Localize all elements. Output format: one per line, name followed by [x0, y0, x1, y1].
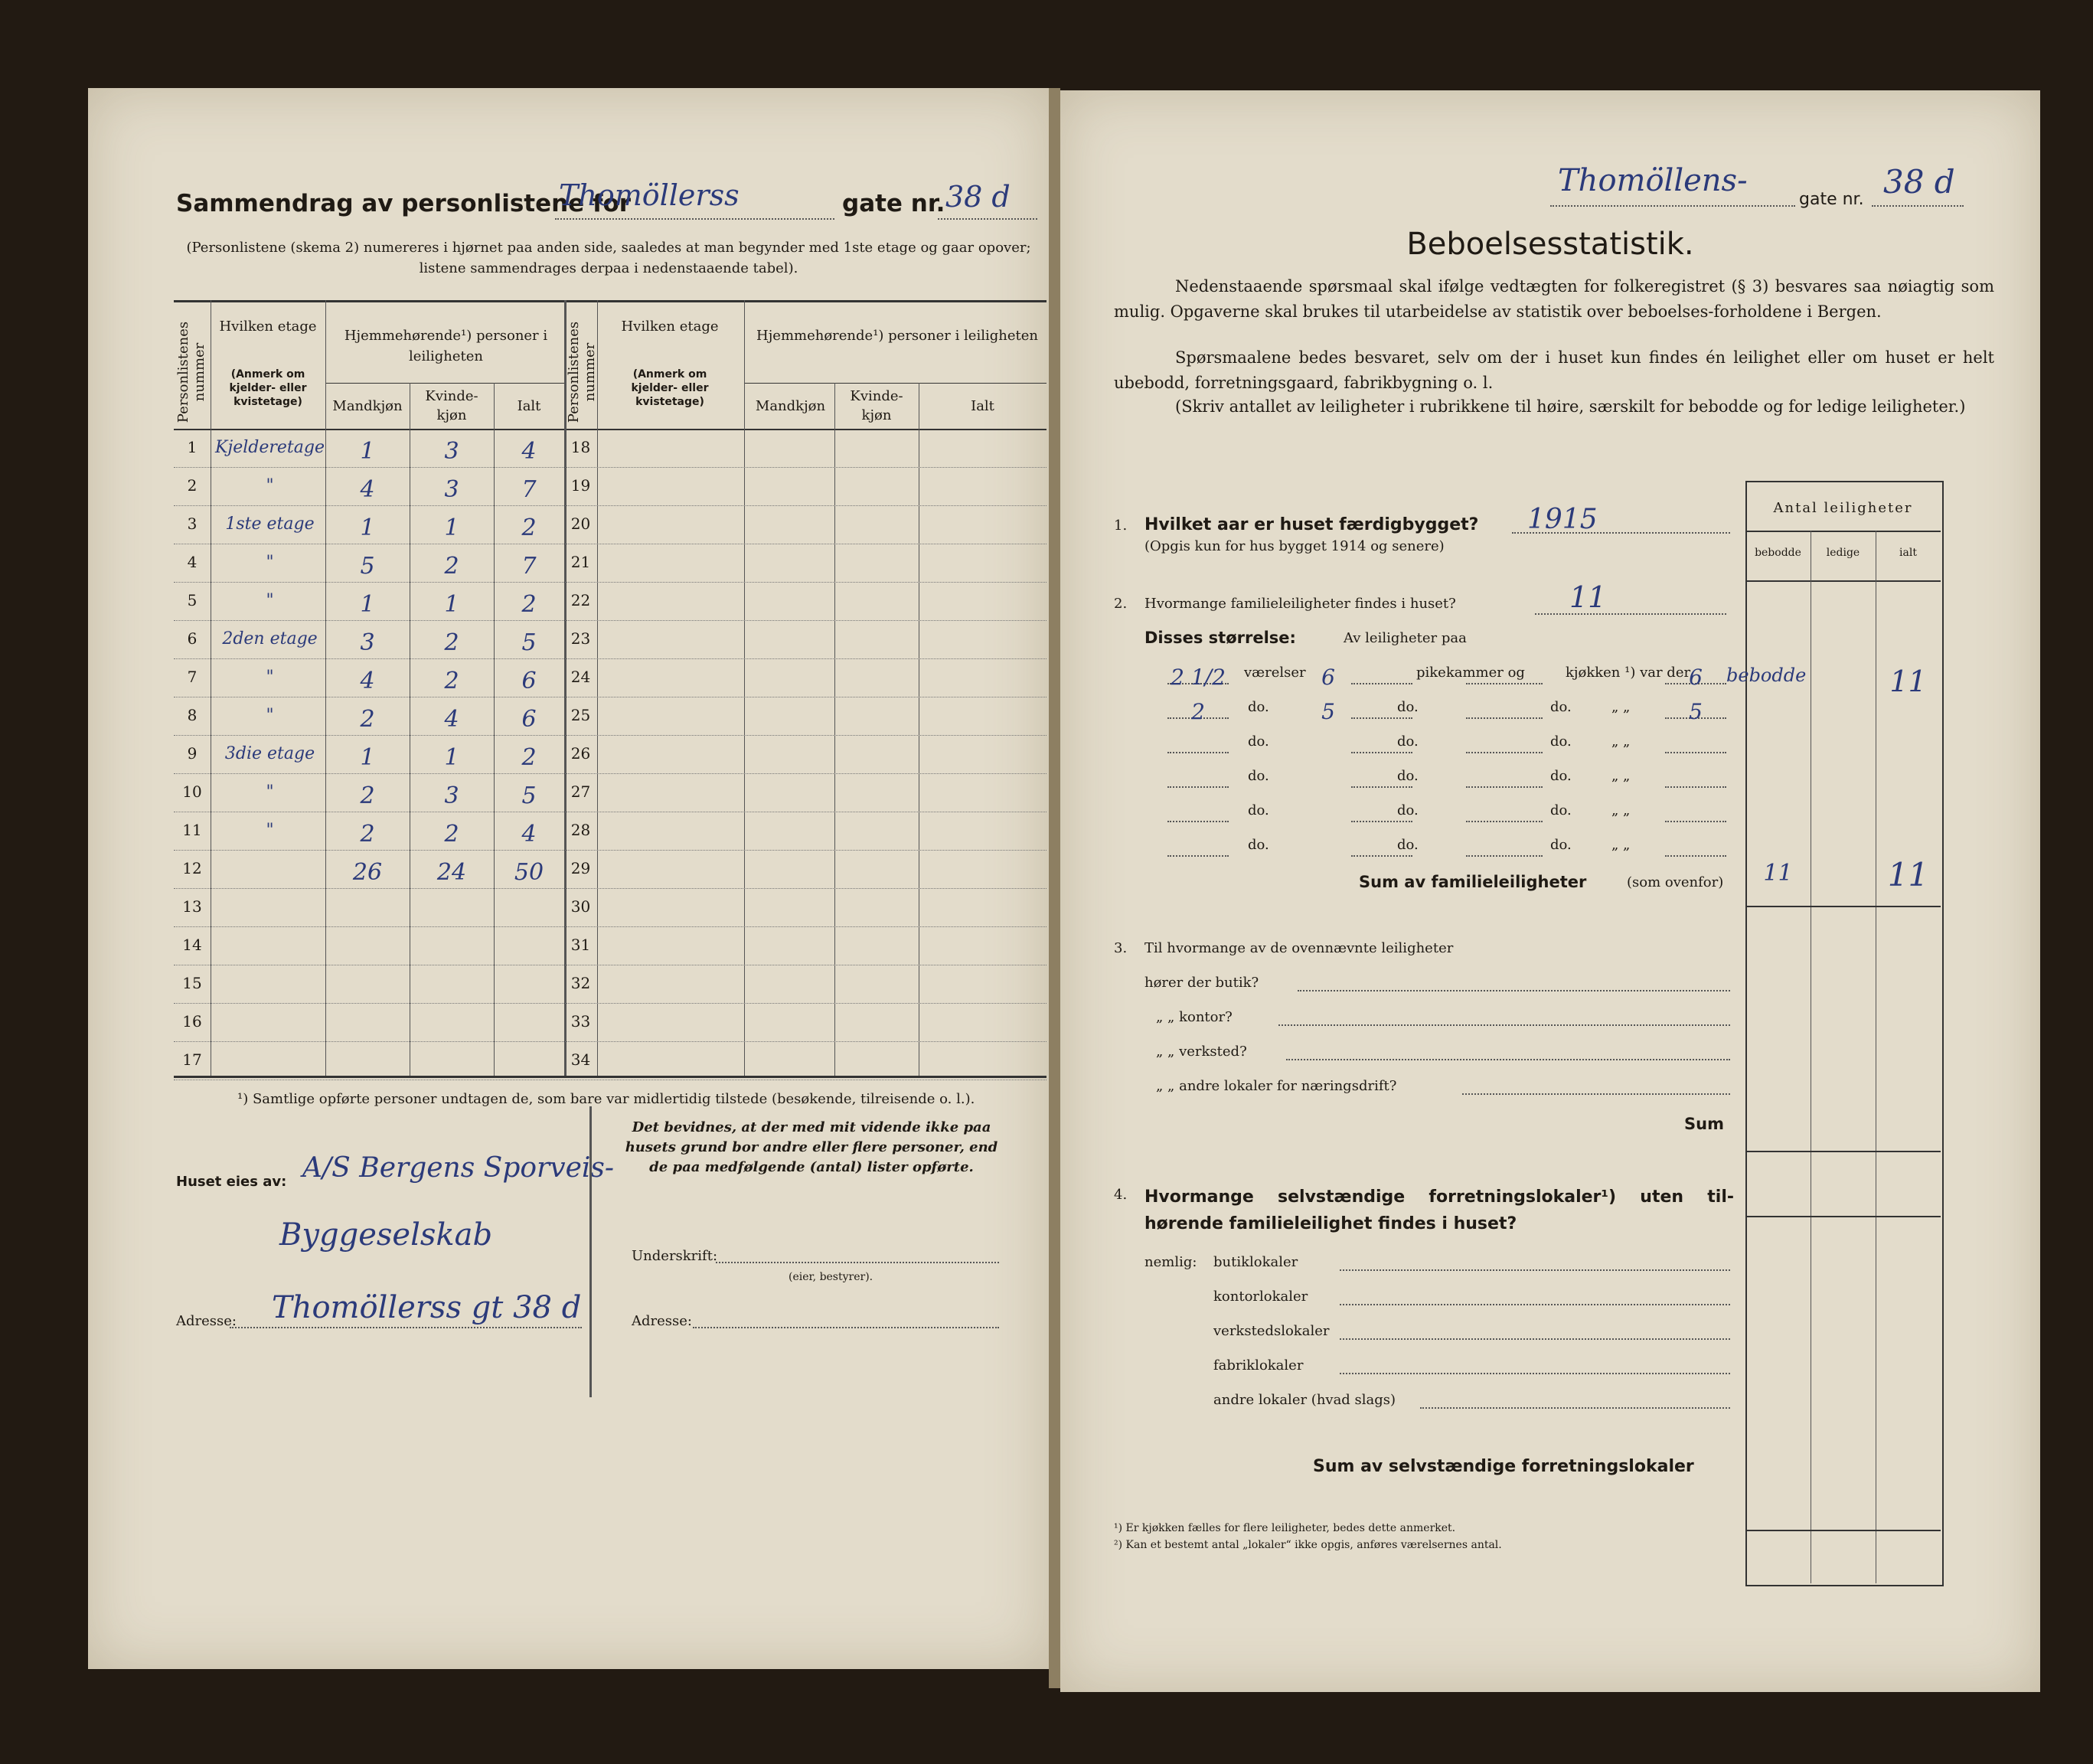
size-do-3: do.	[1550, 837, 1572, 853]
col-divider	[744, 300, 745, 1076]
address-label-2: Adresse:	[632, 1313, 692, 1329]
size-quote: „ „	[1611, 837, 1631, 853]
row-number-right: 31	[570, 936, 591, 954]
row-number: 13	[182, 897, 202, 916]
q4-label: Hvormange selvstændige forretningslokaler¹) uten til-hørende familieleilighet findes i huset?	[1144, 1187, 1734, 1234]
header-hjemmehorende: Hjemmehørende¹) personer i leiligheten	[344, 328, 548, 364]
address-handwritten: Thomöllerss gt 38 d	[272, 1290, 582, 1325]
size-do-1: do.	[1248, 733, 1269, 750]
size-do-2: do.	[1397, 768, 1419, 784]
row-number: 14	[182, 936, 202, 954]
row-ialt: 5	[521, 782, 537, 809]
table-top-rule	[174, 300, 1046, 302]
size-quote: „ „	[1611, 733, 1631, 750]
size-pike-dotline	[1351, 683, 1412, 684]
owner-handwritten-2: Byggeselskab	[279, 1217, 493, 1253]
size-do-3: do.	[1550, 802, 1572, 818]
q3-andre-dotline	[1462, 1093, 1730, 1095]
q3-andre: „ „ andre lokaler for næringsdrift?	[1156, 1078, 1397, 1094]
row-ialt: 2	[521, 591, 537, 618]
size-pike-dotline	[1351, 786, 1412, 788]
row-number-right: 26	[570, 744, 591, 763]
q4-item-dotline	[1340, 1338, 1730, 1340]
row-etage: Kjelderetage	[214, 438, 325, 457]
address-dotline	[230, 1327, 582, 1328]
row-number-right: 33	[570, 1012, 591, 1031]
size-vaerelser-dotline	[1167, 786, 1229, 788]
size-der-dotline	[1665, 821, 1726, 822]
row-ialt: 7	[521, 476, 537, 503]
row-etage: "	[266, 668, 274, 687]
row-mandkjon: 1	[360, 514, 375, 541]
size-kjokken-label: kjøkken ¹) var der	[1566, 665, 1691, 681]
q2-number: 2.	[1114, 596, 1128, 612]
row-number: 12	[182, 859, 202, 877]
q1-sublabel: (Opgis kun for hus bygget 1914 og senere)	[1144, 538, 1445, 554]
size-der-dotline	[1665, 752, 1726, 753]
row-mandkjon: 2	[360, 821, 375, 848]
row-mandkjon: 1	[360, 438, 375, 465]
header-kvindekjon-2: Kvinde-kjøn	[850, 388, 903, 424]
q1-answer: 1915	[1527, 504, 1598, 535]
intro-paragraph-2: Spørsmaalene bedes besvaret, selv om der i huset kun findes én leilighet eller om huset er helt ubebodd, forretningsgaard, fabrikbygning o. l.	[1114, 348, 1994, 392]
row-rule	[174, 1003, 1046, 1004]
antal-q4-rule	[1745, 1216, 1941, 1217]
row-kvindekjon: 1	[444, 514, 459, 541]
size-do-3: do.	[1550, 733, 1572, 750]
row-kvindekjon: 2	[444, 553, 459, 580]
row-kvindekjon: 2	[444, 668, 459, 694]
size-kjokken-dotline	[1466, 683, 1543, 684]
size-vaerelser-value: 2 1/2	[1171, 665, 1226, 690]
q4-item: andre lokaler (hvad slags)	[1213, 1392, 1396, 1408]
row-number: 10	[182, 782, 202, 801]
q1-label: Hvilket aar er huset færdigbygget?	[1144, 515, 1479, 534]
gate-dotline	[938, 218, 1037, 220]
q3-kontor: „ „ kontor?	[1156, 1009, 1233, 1025]
q4-item: fabriklokaler	[1213, 1357, 1304, 1374]
size-vaerelser-dotline	[1167, 855, 1229, 857]
size-kjokken-dotline	[1466, 855, 1543, 857]
sum-fam-ialt: 11	[1887, 856, 1929, 893]
gate-dotline-right	[1872, 205, 1964, 207]
sum-fam-bebodde: 11	[1763, 860, 1793, 887]
row-number: 5	[187, 591, 198, 609]
row-etage: "	[266, 706, 274, 725]
q3-verksted: „ „ verksted?	[1156, 1044, 1247, 1060]
size-vaerelser-label: værelser	[1244, 665, 1306, 681]
size-do-3: do.	[1550, 699, 1572, 715]
header-personlistenes: Personlistenes nummer	[175, 321, 207, 423]
size-pikekammer-label: pikekammer og	[1416, 665, 1525, 681]
summary-title: Sammendrag av personlistene for	[176, 190, 632, 217]
row-mandkjon: 4	[360, 668, 375, 694]
row-number: 17	[182, 1050, 202, 1069]
size-pike-dotline	[1351, 855, 1412, 857]
row-number-right: 34	[570, 1050, 591, 1069]
size-quote: „ „	[1611, 802, 1631, 818]
size-der-dotline	[1665, 855, 1726, 857]
sum-fam-sub: (som ovenfor)	[1627, 874, 1724, 890]
q4-item: butiklokaler	[1213, 1254, 1298, 1270]
gate-number-right: 38 d	[1883, 163, 1955, 201]
row-number-right: 27	[570, 782, 591, 801]
row-number-right: 29	[570, 859, 591, 877]
row-ialt: 2	[521, 744, 537, 771]
row-rule	[174, 505, 1046, 506]
row-number: 16	[182, 1012, 202, 1031]
q4-item: kontorlokaler	[1213, 1289, 1308, 1305]
right-subheader-rule	[744, 383, 1046, 384]
row-etage: "	[266, 553, 274, 572]
row-kvindekjon: 3	[444, 476, 459, 503]
size-pike-dotline	[1351, 717, 1412, 719]
size-ialt-value: 11	[1889, 665, 1927, 698]
q2-label: Hvormange familieleiligheter findes i huset?	[1144, 596, 1456, 612]
header-ialt: Ialt	[517, 398, 541, 414]
row-ialt: 4	[521, 438, 537, 465]
q4-nemlig: nemlig:	[1144, 1254, 1197, 1270]
header-anmerk: (Anmerk om kjelder- eller kvistetage)	[229, 368, 307, 409]
antal-sum2-rule	[1745, 1151, 1941, 1152]
q3-verksted-dotline	[1286, 1059, 1730, 1060]
row-number: 7	[187, 668, 198, 686]
size-quote: „ „	[1611, 768, 1631, 784]
row-ialt: 50	[514, 859, 544, 886]
header-hvilken-etage: Hvilken etage	[219, 318, 317, 335]
page-title: Beboelsesstatistik.	[1406, 227, 1694, 262]
size-do-3: do.	[1550, 768, 1572, 784]
q1-number: 1.	[1114, 518, 1128, 534]
size-kjokken-value: 6	[1689, 665, 1703, 690]
header-kvindekjon: Kvinde-kjøn	[425, 388, 478, 424]
size-do-1: do.	[1248, 699, 1269, 715]
row-etage: 1ste etage	[225, 514, 315, 534]
size-der-dotline	[1665, 786, 1726, 788]
header-ialt-2: Ialt	[971, 398, 994, 414]
sum-fam-label: Sum av familieleiligheter	[1359, 873, 1587, 891]
size-pike-dotline	[1351, 752, 1412, 753]
size-note: bebodde	[1726, 665, 1807, 686]
size-kjokken-dotline	[1466, 752, 1543, 753]
row-number-right: 30	[570, 897, 591, 916]
size-do-2: do.	[1397, 699, 1419, 715]
av-leiligheter: Av leiligheter paa	[1344, 630, 1467, 646]
row-mandkjon: 2	[360, 782, 375, 809]
size-quote: „ „	[1611, 699, 1631, 715]
size-value: 5	[1321, 699, 1335, 724]
row-number-right: 28	[570, 821, 591, 839]
row-kvindekjon: 1	[444, 744, 459, 771]
intro-text: (Personlistene (skema 2) numereres i hjørnet paa anden side, saaledes at man begynder med 1ste etage og gaar opover; listene sammendrages derpaa i nedenstaaende tabel).	[186, 240, 1031, 276]
size-kjokken-dotline	[1466, 717, 1543, 719]
q3-label: Til hvormange av de ovennævnte leiligheter	[1144, 940, 1454, 956]
row-kvindekjon: 2	[444, 821, 459, 848]
row-ialt: 4	[521, 821, 537, 848]
signature-dotline[interactable]	[716, 1262, 999, 1263]
row-number-right: 32	[570, 974, 591, 992]
q3-kontor-dotline	[1278, 1024, 1730, 1026]
row-kvindekjon: 24	[436, 859, 467, 886]
row-mandkjon: 3	[360, 629, 375, 656]
row-mandkjon: 5	[360, 553, 375, 580]
gate-label: gate nr.	[842, 190, 945, 217]
q3-sum: Sum	[1684, 1115, 1724, 1133]
address-dotline-2[interactable]	[693, 1327, 999, 1328]
row-mandkjon: 2	[360, 706, 375, 733]
size-pike-dotline	[1351, 821, 1412, 822]
row-number: 6	[187, 629, 198, 648]
row-etage: "	[266, 782, 274, 802]
row-rule	[174, 926, 1046, 927]
owner-handwritten-1: A/S Bergens Sporveis-	[302, 1152, 615, 1184]
antal-sum1-rule	[1745, 906, 1941, 907]
q3-butik-dotline	[1298, 990, 1730, 991]
row-number: 3	[187, 514, 198, 533]
row-ialt: 7	[521, 553, 537, 580]
header-hjemmehorende-2: Hjemmehørende¹) personer i leiligheten	[756, 328, 1038, 344]
row-ialt: 2	[521, 514, 537, 541]
row-number: 4	[187, 553, 198, 571]
row-ialt: 5	[521, 629, 537, 656]
row-etage: 2den etage	[222, 629, 318, 648]
row-mandkjon: 1	[360, 591, 375, 618]
size-value: 6	[1321, 665, 1335, 690]
header-hvilken-etage-2: Hvilken etage	[621, 318, 719, 335]
eier-label: (eier, bestyrer).	[789, 1271, 873, 1283]
row-number-right: 18	[570, 438, 591, 456]
row-number: 8	[187, 706, 198, 724]
intro-paragraph-3: (Skriv antallet av leiligheter i rubrikkene til høire, særskilt for bebodde og for ledige leiligheter.)	[1175, 397, 1966, 416]
row-mandkjon: 26	[352, 859, 383, 886]
row-kvindekjon: 4	[444, 706, 459, 733]
table-bottom-rule	[174, 1076, 1046, 1078]
antal-header: Antal leiligheter	[1773, 500, 1913, 516]
footnote: ¹) Samtlige opførte personer undtagen de, som bare var midlertidig tilstede (besøkende, tilreisende o. l.).	[237, 1091, 975, 1107]
size-do-2: do.	[1397, 733, 1419, 750]
book-spine	[1049, 88, 1060, 1688]
row-mandkjon: 4	[360, 476, 375, 503]
col-ledige: ledige	[1826, 547, 1860, 559]
left-page	[88, 88, 1049, 1669]
size-vaerelser-dotline	[1167, 752, 1229, 753]
q2-dotline	[1535, 613, 1726, 615]
row-number-right: 25	[570, 706, 591, 724]
row-number-right: 24	[570, 668, 591, 686]
row-kvindekjon: 3	[444, 782, 459, 809]
row-ialt: 6	[521, 706, 537, 733]
row-ialt: 6	[521, 668, 537, 694]
q4-number: 4.	[1114, 1187, 1128, 1203]
table-header-rule	[174, 429, 1046, 430]
signature-divider	[589, 1106, 592, 1397]
header-anmerk-2: (Anmerk om kjelder- eller kvistetage)	[631, 368, 709, 409]
row-mandkjon: 1	[360, 744, 375, 771]
row-kvindekjon: 1	[444, 591, 459, 618]
size-do-1: do.	[1248, 802, 1269, 818]
row-number-right: 21	[570, 553, 591, 571]
row-etage: "	[266, 821, 274, 840]
col-divider	[834, 383, 835, 1076]
address-label: Adresse:	[176, 1313, 237, 1329]
size-vaerelser-dotline	[1167, 821, 1229, 822]
row-number: 11	[182, 821, 202, 839]
row-rule	[174, 1041, 1046, 1042]
street-handwritten-right: Thomöllens-	[1558, 163, 1748, 198]
gate-number-handwritten: 38 d	[945, 180, 1011, 214]
size-kjokken-dotline	[1466, 821, 1543, 822]
size-kjokken-value: 5	[1689, 699, 1703, 724]
antal-header-rule	[1745, 531, 1941, 532]
street-handwritten: Thomöllerss	[559, 178, 740, 212]
footnote-2: ²) Kan et bestemt antal „lokaler“ ikke opgis, anføres værelsernes antal.	[1114, 1539, 1502, 1551]
disses-label: Disses størrelse:	[1144, 629, 1296, 647]
q4-item-dotline	[1340, 1269, 1730, 1271]
col-bebodde: bebodde	[1755, 547, 1801, 559]
row-etage: "	[266, 476, 274, 495]
row-rule	[174, 467, 1046, 468]
header-mandkjon-2: Mandkjøn	[755, 398, 826, 414]
antal-sum3-rule	[1745, 1530, 1941, 1531]
size-do-1: do.	[1248, 837, 1269, 853]
q4-item-dotline	[1340, 1373, 1730, 1374]
q4-item-dotline	[1420, 1407, 1730, 1409]
row-number-right: 22	[570, 591, 591, 609]
size-kjokken-dotline	[1466, 786, 1543, 788]
header-mandkjon: Mandkjøn	[332, 398, 403, 414]
intro-paragraph-1: Nedenstaaende spørsmaal skal ifølge vedtægten for folkeregistret (§ 3) besvares saa nøiagtig som mulig. Opgaverne skal brukes til utarbeidelse av statistik over beboelses-forholdene i Bergen.	[1114, 277, 1994, 321]
street-dotline	[555, 218, 834, 220]
row-rule	[174, 735, 1046, 736]
owner-label: Huset eies av:	[176, 1174, 287, 1190]
header-personlistenes-2: Personlistenes nummer	[566, 321, 598, 423]
row-rule	[174, 620, 1046, 621]
q4-item: verkstedslokaler	[1213, 1323, 1330, 1339]
size-vaerelser-value: 2	[1191, 699, 1205, 724]
sum-selv-label: Sum av selvstændige forretningslokaler	[1313, 1457, 1694, 1476]
q3-butik: hører der butik?	[1144, 975, 1259, 991]
antal-col-rule	[1745, 580, 1941, 582]
row-number: 2	[187, 476, 198, 495]
row-rule	[174, 582, 1046, 583]
q4-item-dotline	[1340, 1304, 1730, 1305]
row-number: 1	[187, 438, 198, 456]
q2-answer: 11	[1569, 580, 1607, 614]
q1-dotline	[1512, 532, 1730, 534]
row-rule	[174, 658, 1046, 659]
row-number-right: 23	[570, 629, 591, 648]
q3-number: 3.	[1114, 940, 1128, 956]
gate-label-right: gate nr.	[1799, 190, 1864, 209]
row-kvindekjon: 2	[444, 629, 459, 656]
row-number: 9	[187, 744, 198, 763]
row-rule	[174, 888, 1046, 889]
certification-text: Det bevidnes, at der med mit vidende ikke paa husets grund bor andre eller flere personer, end de paa medfølgende (antal) lister opførte.	[625, 1119, 998, 1176]
row-rule	[174, 773, 1046, 774]
signature-label: Underskrift:	[632, 1248, 718, 1264]
row-number-right: 20	[570, 514, 591, 533]
size-do-2: do.	[1397, 837, 1419, 853]
row-etage: "	[266, 591, 274, 610]
row-number-right: 19	[570, 476, 591, 495]
left-subheader-rule	[325, 383, 564, 384]
row-rule	[174, 850, 1046, 851]
row-kvindekjon: 3	[444, 438, 459, 465]
street-dotline-right	[1550, 205, 1795, 207]
footnote-1: ¹) Er kjøkken fælles for flere leiligheter, bedes dette anmerket.	[1114, 1522, 1456, 1534]
antal-box	[1745, 481, 1944, 1586]
size-do-2: do.	[1397, 802, 1419, 818]
row-number: 15	[182, 974, 202, 992]
col-ialt: ialt	[1899, 547, 1917, 559]
row-etage: 3die etage	[224, 744, 315, 763]
right-page	[1060, 90, 2040, 1692]
size-do-1: do.	[1248, 768, 1269, 784]
